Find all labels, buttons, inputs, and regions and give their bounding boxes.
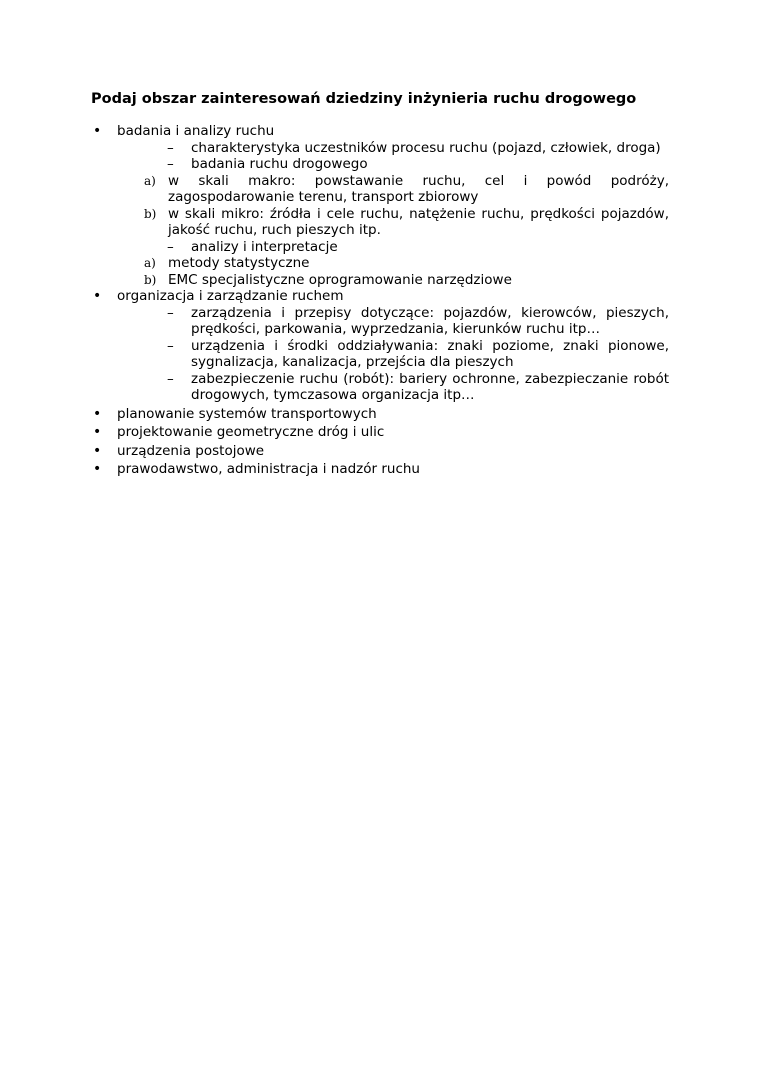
list-item-dash [0,140,760,157]
list-item-lettered [0,173,760,206]
list-item-bullet [0,443,760,460]
dash-marker: – [167,304,174,321]
list-item-text: metody statystyczne [168,255,310,271]
list-item-lettered [0,272,760,289]
list-item-text: organizacja i zarządzanie ruchem [117,288,344,304]
bullet-marker: • [93,288,102,304]
list-item-bullet [0,424,760,441]
list-item-text: w skali makro: powstawanie ruchu, cel i powód podróży, zagospodarowanie terenu, transport zbiorowy [168,172,669,205]
list-item-text: EMC specjalistyczne oprogramowanie narzędziowe [168,271,512,288]
list-item-dash [0,305,760,338]
list-item-bullet [0,288,760,305]
list-item-text: projektowanie geometryczne dróg i ulic [117,424,385,440]
list-item-text: planowanie systemów transportowych [117,405,377,422]
list-item-dash [0,371,760,404]
list-item-text: urządzenia postojowe [117,442,265,459]
letter-marker: a) [144,173,156,188]
list-item-dash [0,156,760,173]
letter-marker: b) [144,206,157,221]
list-item-text: badania i analizy ruchu [117,123,275,139]
list-item-bullet [0,461,760,478]
list-item-text: zabezpieczenie ruchu (robót): bariery ochronne, zabezpieczanie robót drogowych, tymczasowa organizacja itp… [191,370,669,403]
letter-marker: a) [144,256,156,270]
list-item-text: zarządzenia i przepisy dotyczące: pojazdów, kierowców, pieszych, prędkości, parkowania, wyprzedzania, kierunków ruchu itp… [191,304,669,337]
list-item-text: badania ruchu drogowego [191,156,368,172]
dash-marker: – [167,370,174,387]
bullet-marker: • [93,442,102,459]
dash-marker: – [167,337,174,354]
bullet-marker: • [93,424,102,440]
bullet-marker: • [93,461,102,477]
list-item-dash [0,239,760,256]
list-item-lettered [0,255,760,272]
list-item-bullet [0,123,760,140]
outline-list [0,123,760,478]
dash-marker: – [167,139,174,156]
document-title: Podaj obszar zainteresowań dziedziny inżynieria ruchu drogowego [91,91,637,107]
dash-marker: – [167,156,174,172]
list-item-text: analizy i interpretacje [191,238,338,255]
list-item-dash [0,338,760,371]
list-item-bullet [0,406,760,423]
list-item-text: urządzenia i środki oddziaływania: znaki poziome, znaki pionowe, sygnalizacja, kanalizacja, przejścia dla pieszych [191,337,669,370]
list-item-text: prawodawstwo, administracja i nadzór ruchu [117,461,420,477]
letter-marker: b) [144,272,157,287]
list-item-text: w skali mikro: źródła i cele ruchu, natężenie ruchu, prędkości pojazdów, jakość ruchu, ruch pieszych itp. [168,205,669,238]
list-item-text: charakterystyka uczestników procesu ruchu (pojazd, człowiek, droga) [191,139,661,156]
list-item-lettered [0,206,760,239]
bullet-marker: • [93,123,102,139]
dash-marker: – [167,238,174,255]
bullet-marker: • [93,405,102,422]
